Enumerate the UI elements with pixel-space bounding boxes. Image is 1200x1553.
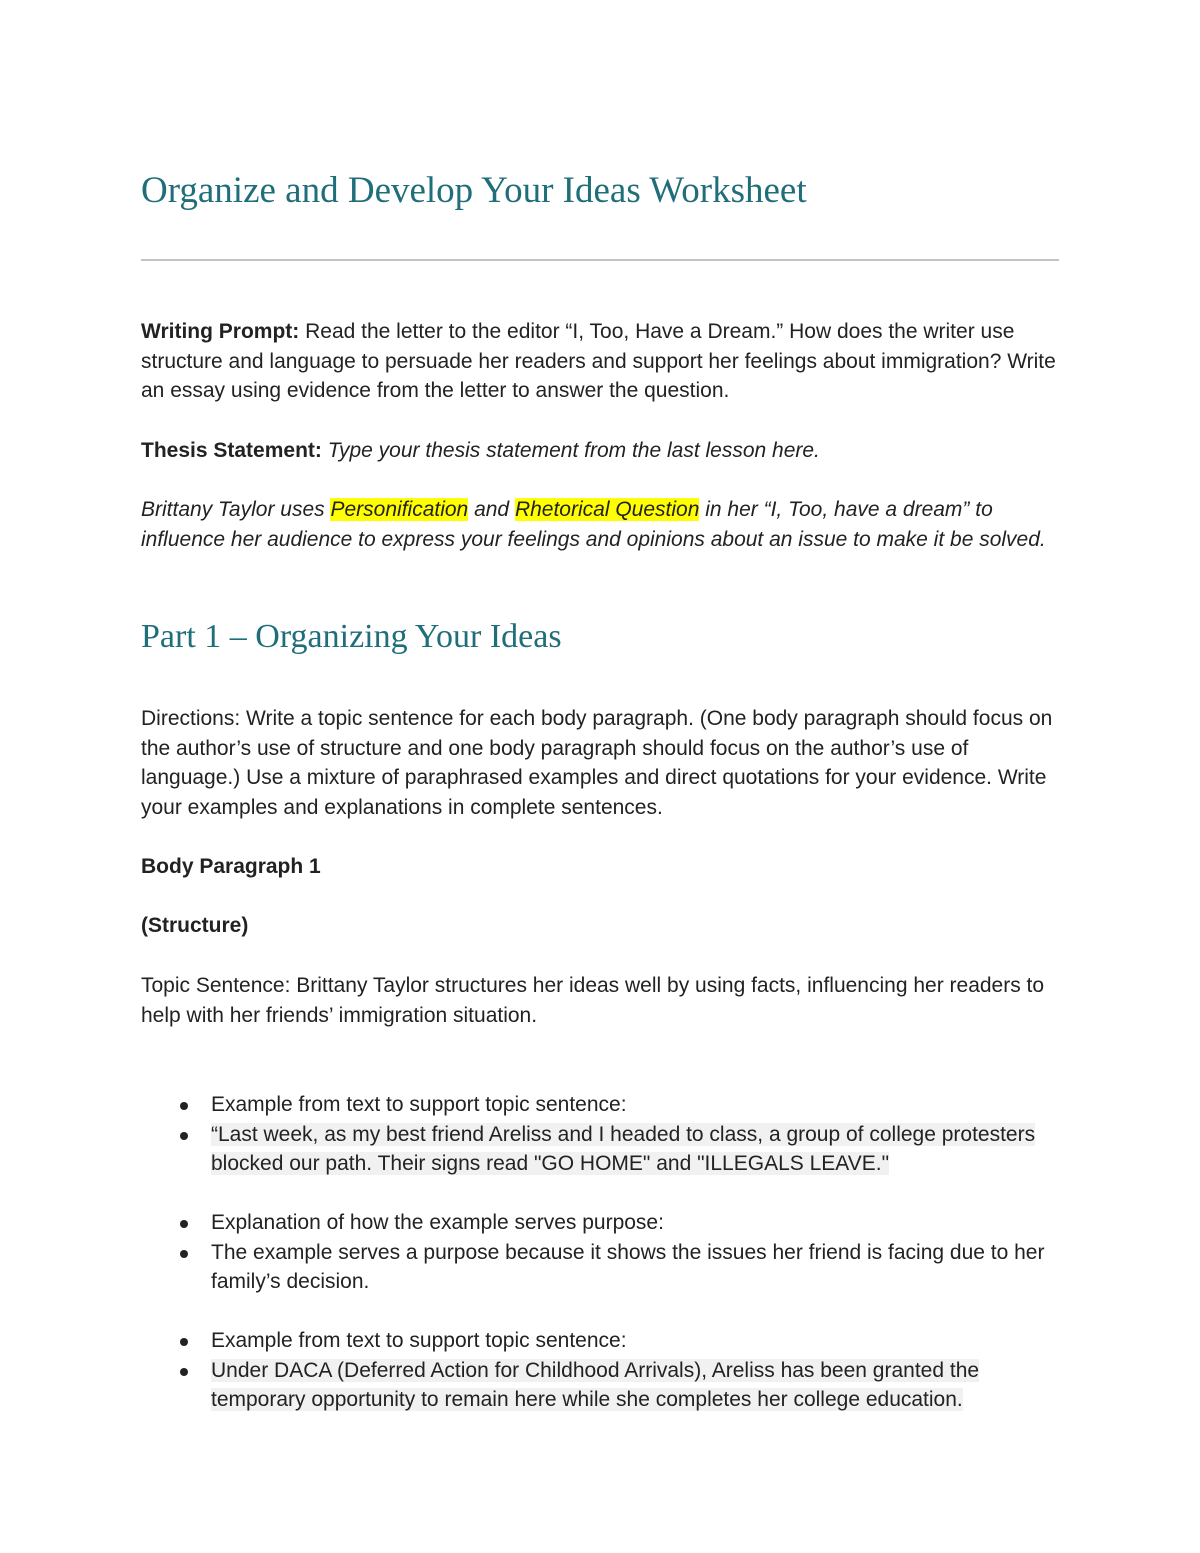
structure-subheading: (Structure) [141,914,249,937]
bullet-icon [180,1102,188,1110]
list-item: Under DACA (Deferred Action for Childhood Arrivals), Areliss has been granted the temporary opportunity to remain here while she completes her college education. [141,1356,1059,1415]
bullet-icon [180,1338,188,1346]
evidence-list [141,1090,1059,1415]
document-title: Organize and Develop Your Ideas Worksheet [141,170,807,211]
directions-text: Directions: Write a topic sentence for each body paragraph. (One body paragraph should focus on the author’s use of structure and one body paragraph should focus on the author’s use of language.) Use a mixture of paraphrased examples and direct quotations for your evidence. Write your examples and explanations in complete sentences. [141,707,1053,819]
topic-sentence: Topic Sentence: Brittany Taylor structures her ideas well by using facts, influencing her readers to help with her friends’ immigration situation. [141,974,1045,1027]
bullet-icon [180,1368,188,1376]
writing-prompt-label: Writing Prompt: [141,320,300,343]
body-paragraph-1-heading: Body Paragraph 1 [141,855,321,878]
thesis-statement [141,495,1059,554]
writing-prompt [141,317,1059,406]
list-item: Example from text to support topic sentence: [141,1090,1059,1120]
bullet-icon [180,1132,188,1140]
part1-heading: Part 1 – Organizing Your Ideas [141,618,562,655]
highlight-personification: Personification [330,498,469,521]
thesis-text-part1: Brittany Taylor uses [141,498,331,521]
thesis-text-part3: in her “I, Too, have a dream” to influence her audience to express your feelings and opinions about an issue to make it be solved. [141,498,1046,551]
thesis-label: Thesis Statement: [141,439,322,462]
thesis-statement-line [141,436,1059,466]
thesis-text-part2: and [468,498,515,521]
horizontal-divider [141,259,1059,261]
list-item: “Last week, as my best friend Areliss and I headed to class, a group of college protesters blocked our path. Their signs read "GO HOME" and "ILLEGALS LEAVE." [141,1120,1059,1179]
highlight-rhetorical-question: Rhetorical Question [514,498,700,521]
bullet-icon [180,1250,188,1258]
list-item: The example serves a purpose because it shows the issues her friend is facing due to her family’s decision. [141,1238,1059,1297]
writing-prompt-text: Read the letter to the editor “I, Too, Have a Dream.” How does the writer use structure and language to persuade her readers and support her feelings about immigration? Write an essay using evidence from the letter to answer the question. [141,320,1056,402]
thesis-instruction: Type your thesis statement from the last lesson here. [321,439,820,462]
bullet-icon [180,1220,188,1228]
list-item: Example from text to support topic sentence: [141,1326,1059,1356]
list-item: Explanation of how the example serves purpose: [141,1208,1059,1238]
